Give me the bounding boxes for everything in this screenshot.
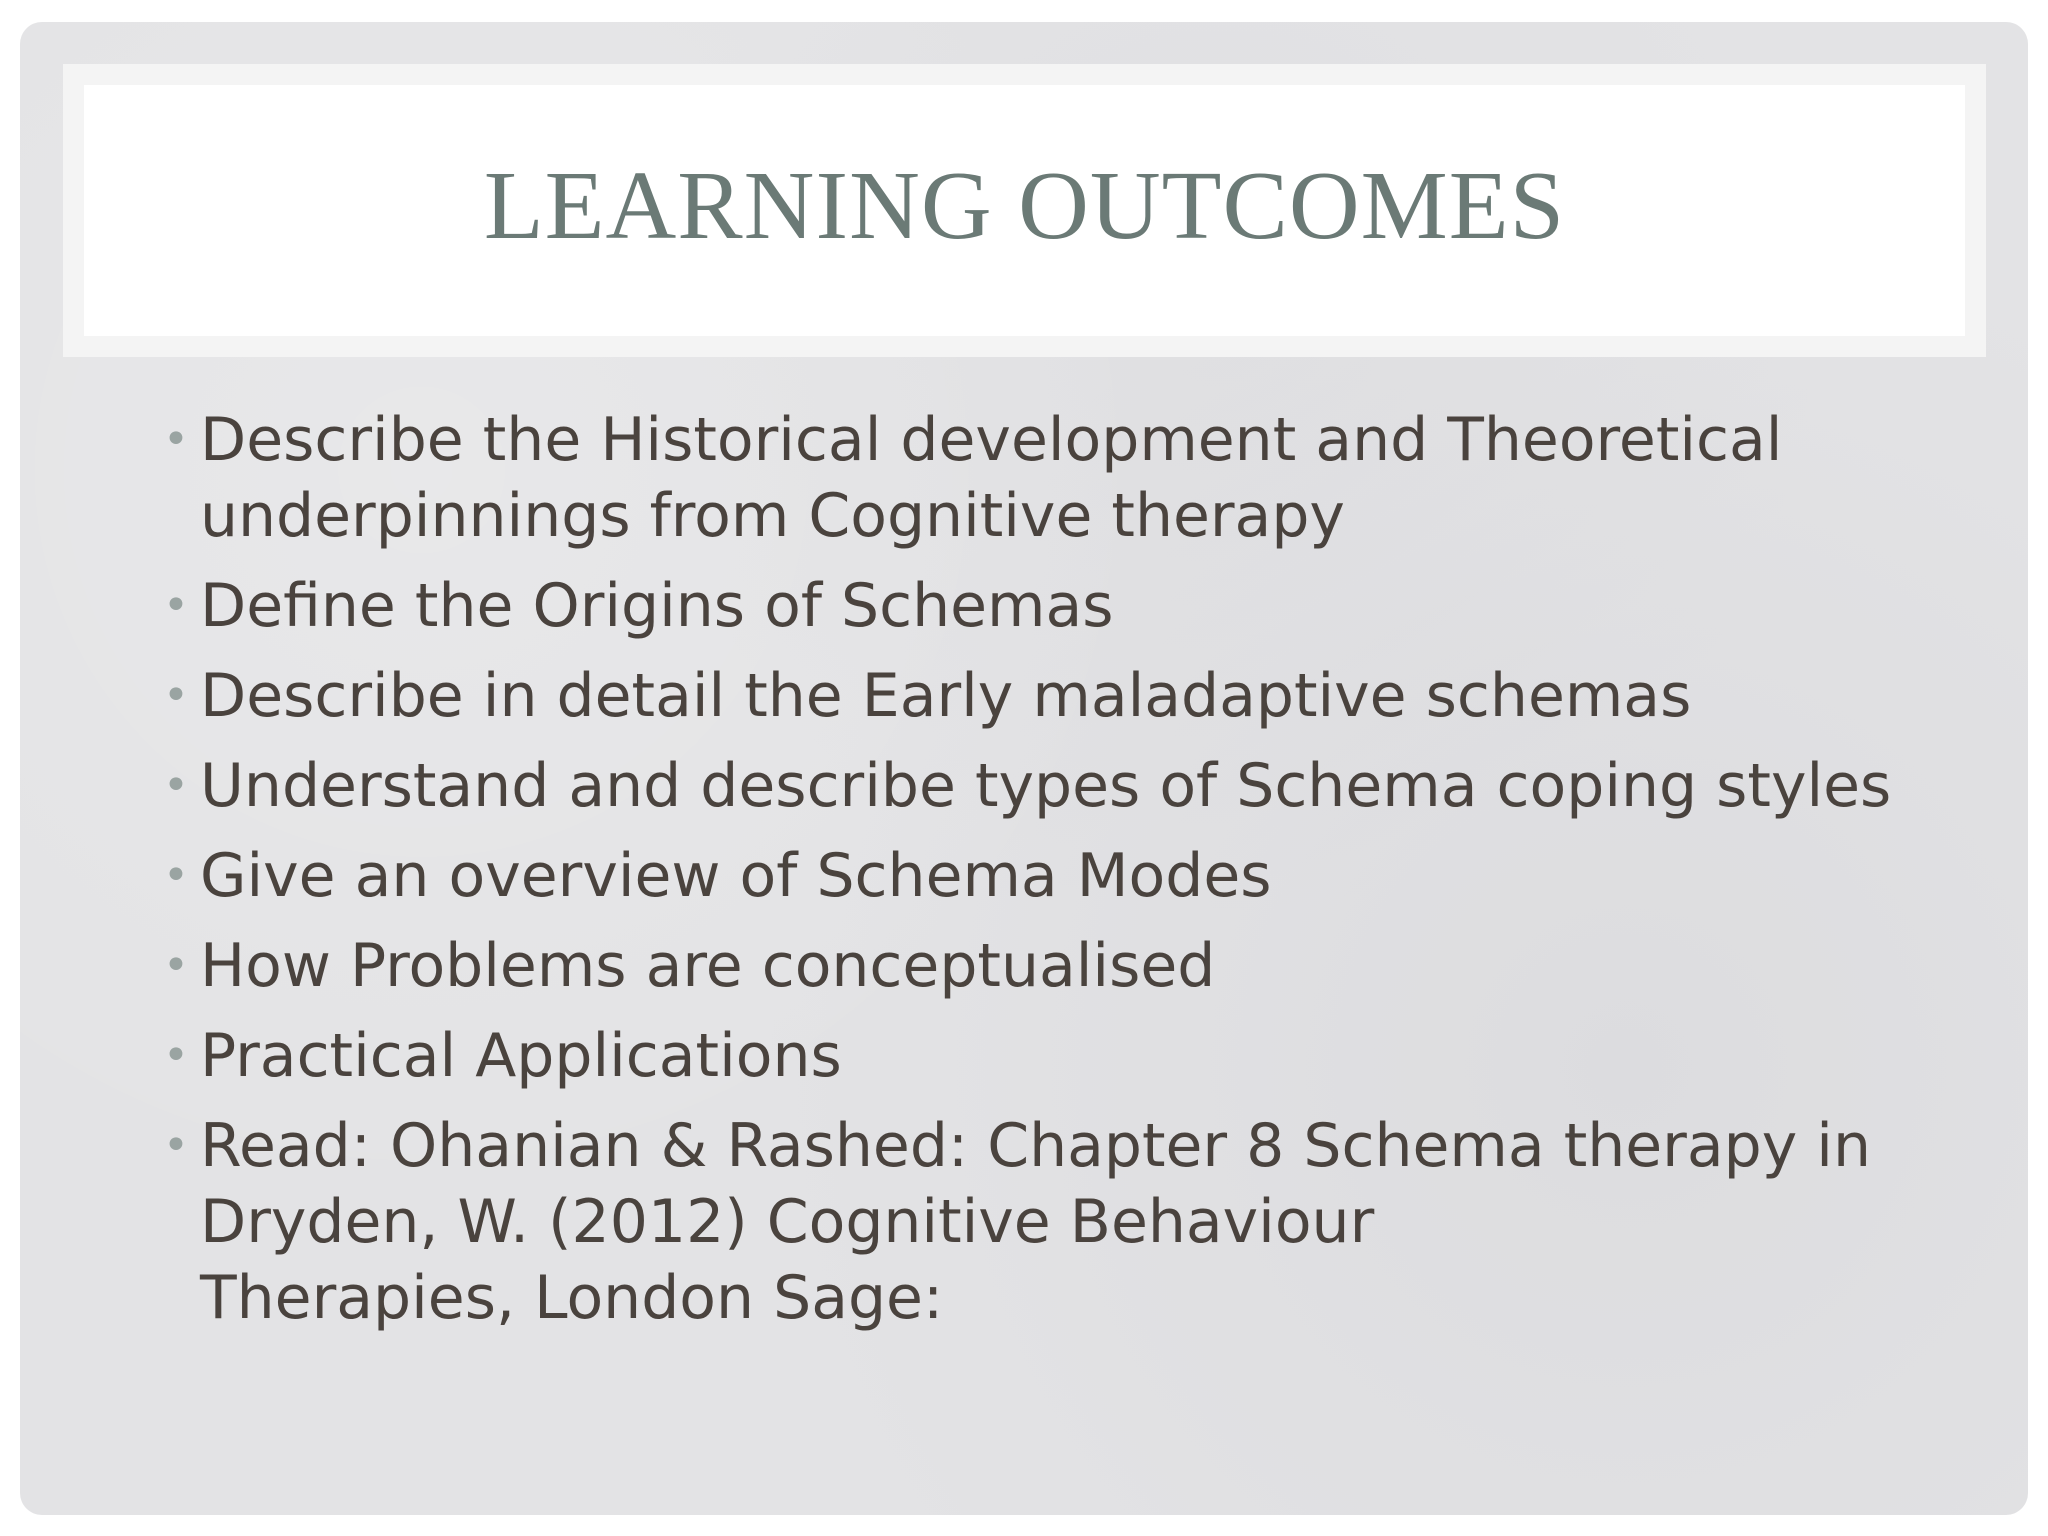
bullet-text: Understand and describe types of Schema coping styles [200, 751, 1892, 821]
title-box [84, 85, 1965, 336]
bullet-icon: • [163, 1120, 189, 1171]
bullet-text: How Problems are conceptualised [200, 931, 1216, 1001]
bullet-item [145, 658, 1945, 734]
bullet-icon: • [163, 940, 189, 991]
bullet-text: Describe in detail the Early maladaptive schemas [200, 661, 1692, 731]
slide-title: LEARNING OUTCOMES [483, 151, 1566, 260]
slide [20, 22, 2028, 1515]
bullet-icon: • [163, 760, 189, 811]
bullet-item [145, 568, 1945, 644]
bullet-item [145, 1018, 1945, 1094]
title-frame [63, 64, 1986, 357]
bullet-text: Describe the Historical development and Theoretical underpinnings from Cognitive therapy [200, 405, 1783, 551]
bullet-text: Define the Origins of Schemas [200, 571, 1114, 641]
bullet-item [145, 1108, 1945, 1336]
bullet-icon: • [163, 414, 189, 465]
bullet-text: Practical Applications [200, 1021, 842, 1091]
bullet-icon: • [163, 580, 189, 631]
bullet-item [145, 748, 1945, 824]
bullet-item [145, 838, 1945, 914]
bullet-item [145, 928, 1945, 1004]
bullet-item [145, 402, 1945, 554]
bullet-list [145, 402, 1945, 1350]
bullet-text: Read: Ohanian & Rashed: Chapter 8 Schema therapy in Dryden, W. (2012) Cognitive Behaviour Therapies, London Sage: [200, 1111, 1871, 1333]
bullet-icon: • [163, 850, 189, 901]
bullet-icon: • [163, 670, 189, 721]
bullet-text: Give an overview of Schema Modes [200, 841, 1272, 911]
bullet-icon: • [163, 1030, 189, 1081]
